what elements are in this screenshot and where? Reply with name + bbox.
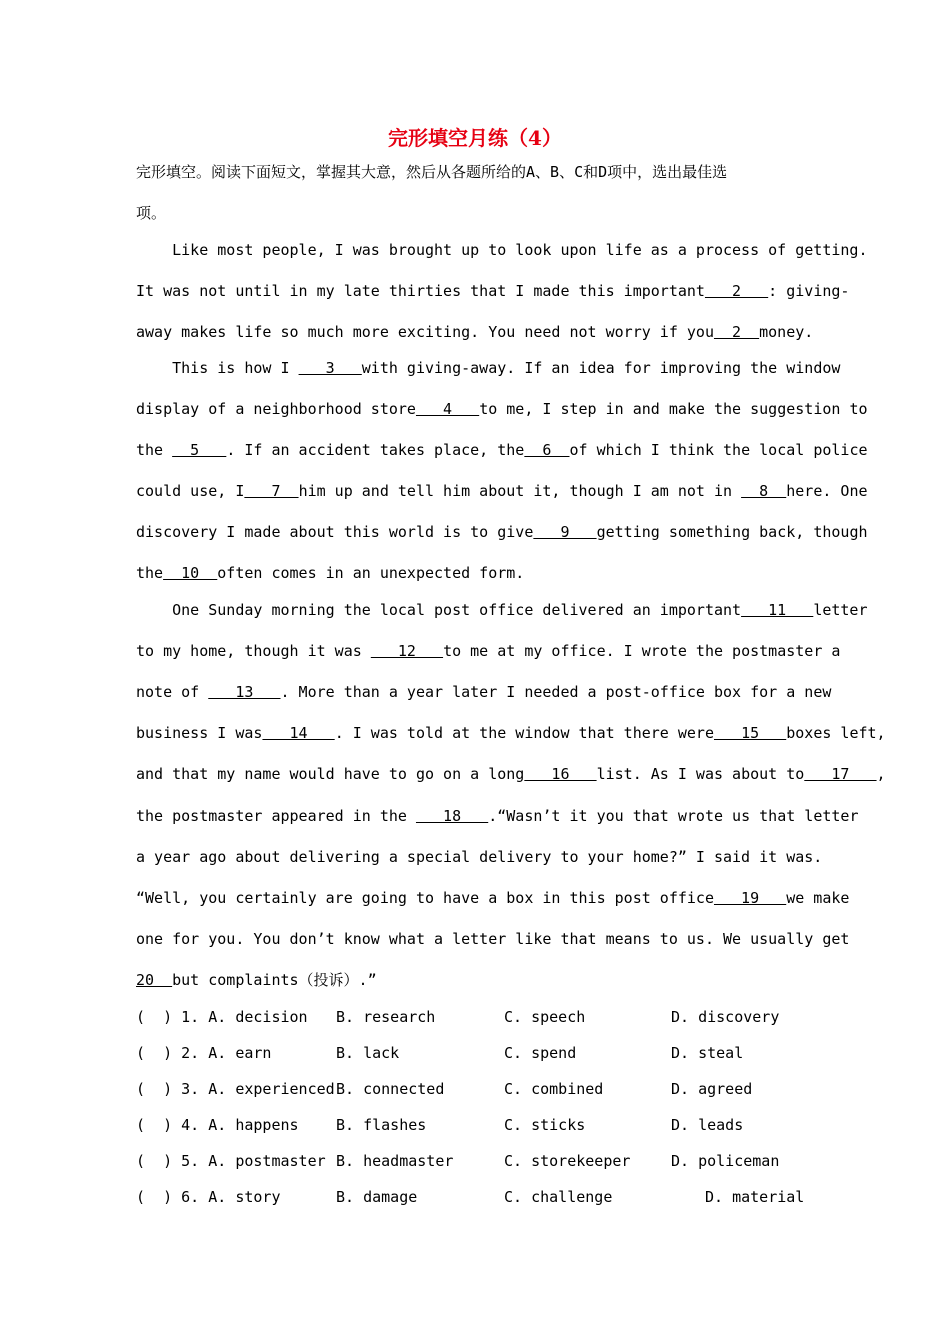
p3-line-8: “Well, you certainly are going to have a box in this post office 19 we make [136, 889, 850, 907]
blank-13: 13 [208, 683, 281, 701]
blank-8: 8 [741, 482, 787, 500]
blank-3: 3 [298, 359, 362, 377]
blank-6: 6 [524, 441, 570, 459]
p3-line-4: business I was 14 . I was told at the window that there were 15 boxes left, [136, 724, 886, 742]
blank-19: 19 [713, 889, 787, 907]
question-number-option-a: ( ) 2. A. earn [136, 1044, 272, 1062]
p2-line-5: discovery I made about this world is to give 9 getting something back, though [136, 523, 868, 541]
p1-line-1: Like most people, I was brought up to look upon life as a process of getting. [136, 241, 868, 259]
p2-line-2: display of a neighborhood store 4 to me, I step in and make the suggestion to [136, 400, 868, 418]
option-c: C. sticks [504, 1116, 586, 1134]
p3-line-10: 20 but complaints（投诉）.” [136, 971, 377, 989]
option-b: B. flashes [336, 1116, 427, 1134]
question-number-option-a: ( ) 1. A. decision [136, 1008, 308, 1026]
option-c: C. speech [504, 1008, 586, 1026]
option-b: B. headmaster [336, 1152, 454, 1170]
option-d: D. leads [671, 1116, 744, 1134]
blank-18: 18 [415, 807, 489, 825]
p3-line-3: note of 13 . More than a year later I needed a post-office box for a new [136, 683, 832, 701]
blank-7: 7 [244, 482, 299, 500]
p1-line-2: It was not until in my late thirties that I made this important 2 : giving- [136, 282, 850, 300]
p3-line-2: to my home, though it was 12 to me at my office. I wrote the postmaster a [136, 642, 841, 660]
blank-10: 10 [163, 564, 218, 582]
blank-5: 5 [172, 441, 227, 459]
option-d: D. agreed [671, 1080, 753, 1098]
blank-15: 15 [713, 724, 787, 742]
p1-line-3: away makes life so much more exciting. You need not worry if you 2 money. [136, 323, 814, 341]
instruction-line-1: 完形填空。阅读下面短文，掌握其大意，然后从各题所给的A、B、C和D项中，选出最佳选 [136, 163, 728, 181]
blank-11: 11 [741, 601, 814, 619]
p2-line-1: This is how I 3 with giving-away. If an idea for improving the window [136, 359, 841, 377]
option-d: D. discovery [671, 1008, 780, 1026]
option-c: C. combined [504, 1080, 604, 1098]
option-c: C. challenge [504, 1188, 613, 1206]
p3-line-9: one for you. You don’t know what a letter like that means to us. We usually get [136, 930, 850, 948]
option-c: C. spend [504, 1044, 577, 1062]
p2-line-4: could use, I 7 him up and tell him about it, though I am not in 8 here. One [136, 482, 868, 500]
option-b: B. damage [336, 1188, 418, 1206]
p3-line-1: One Sunday morning the local post office delivered an important 11 letter [136, 601, 868, 619]
option-d: D. steal [671, 1044, 744, 1062]
page-title: 完形填空月练（4） [388, 126, 562, 150]
question-number-option-a: ( ) 6. A. story [136, 1188, 281, 1206]
option-b: B. lack [336, 1044, 400, 1062]
blank-17: 17 [804, 765, 877, 783]
question-number-option-a: ( ) 3. A. experienced [136, 1080, 335, 1098]
blank-1: 2 [704, 282, 769, 300]
blank-4: 4 [415, 400, 480, 418]
option-d: D. policeman [671, 1152, 780, 1170]
blank-14: 14 [262, 724, 335, 742]
option-b: B. research [336, 1008, 436, 1026]
blank-16: 16 [524, 765, 597, 783]
blank-12: 12 [370, 642, 444, 660]
blank-20: 20 [136, 971, 173, 989]
question-number-option-a: ( ) 4. A. happens [136, 1116, 299, 1134]
p3-line-7: a year ago about delivering a special delivery to your home?” I said it was. [136, 848, 823, 866]
blank-9: 9 [533, 523, 597, 541]
option-c: C. storekeeper [504, 1152, 631, 1170]
p3-line-5: and that my name would have to go on a long 16 list. As I was about to 17 , [136, 765, 886, 783]
option-d: D. material [705, 1188, 805, 1206]
p2-line-6: the 10 often comes in an unexpected form. [136, 564, 525, 582]
p3-line-6: the postmaster appeared in the 18 .“Wasn’t it you that wrote us that letter [136, 807, 859, 825]
question-number-option-a: ( ) 5. A. postmaster [136, 1152, 326, 1170]
blank-2: 2 [713, 323, 760, 341]
instruction-line-2: 项。 [136, 204, 167, 222]
p2-line-3: the 5 . If an accident takes place, the 6 of which I think the local police [136, 441, 868, 459]
option-b: B. connected [336, 1080, 445, 1098]
